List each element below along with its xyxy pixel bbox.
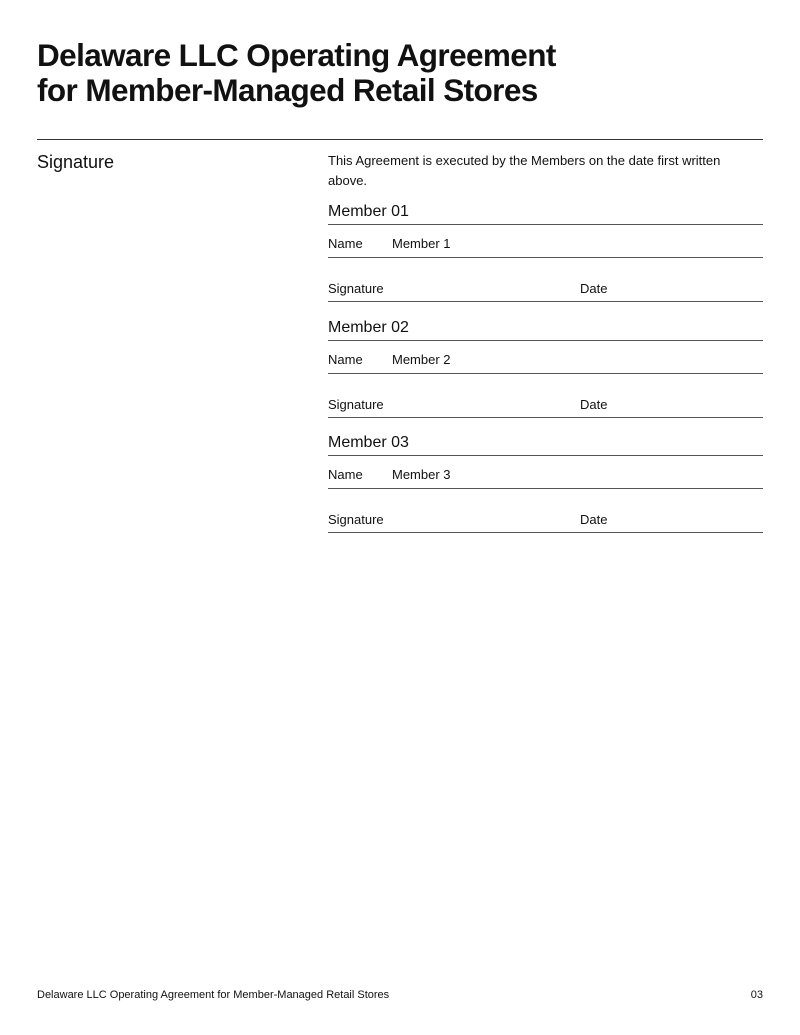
- page-number: 03: [750, 989, 763, 1001]
- signature-label: Signature: [328, 397, 384, 412]
- section-heading: Signature: [37, 152, 115, 172]
- name-value: Member 3: [392, 467, 451, 482]
- intro-text: This Agreement is executed by the Members on the date first written above.: [328, 153, 721, 188]
- member-title-rule: [328, 224, 763, 225]
- name-label: Name: [328, 352, 363, 367]
- name-label: Name: [328, 467, 363, 482]
- member-block: [328, 202, 763, 312]
- name-label: Name: [328, 236, 363, 251]
- document-title: [37, 38, 737, 108]
- signature-field-line[interactable]: [328, 301, 763, 302]
- signature-field-line[interactable]: [328, 417, 763, 418]
- member-title-rule: [328, 455, 763, 456]
- member-block: [328, 433, 763, 543]
- member-title: Member 02: [328, 319, 409, 336]
- name-field-line[interactable]: [328, 373, 763, 374]
- member-title-rule: [328, 340, 763, 341]
- footer-text: Delaware LLC Operating Agreement for Member-Managed Retail Stores: [37, 989, 390, 1001]
- name-value: Member 2: [392, 352, 451, 367]
- signature-field-line[interactable]: [328, 532, 763, 533]
- signature-label: Signature: [328, 512, 384, 527]
- member-title: Member 01: [328, 203, 409, 220]
- title-line-2: for Member-Managed Retail Stores: [37, 72, 538, 108]
- date-label: Date: [580, 281, 608, 296]
- date-label: Date: [580, 397, 608, 412]
- section-divider: [37, 139, 763, 140]
- member-block: [328, 318, 763, 428]
- member-title: Member 03: [328, 434, 409, 451]
- name-value: Member 1: [392, 236, 451, 251]
- signature-label: Signature: [328, 281, 384, 296]
- name-field-line[interactable]: [328, 257, 763, 258]
- title-line-1: Delaware LLC Operating Agreement: [37, 37, 556, 73]
- date-label: Date: [580, 512, 608, 527]
- name-field-line[interactable]: [328, 488, 763, 489]
